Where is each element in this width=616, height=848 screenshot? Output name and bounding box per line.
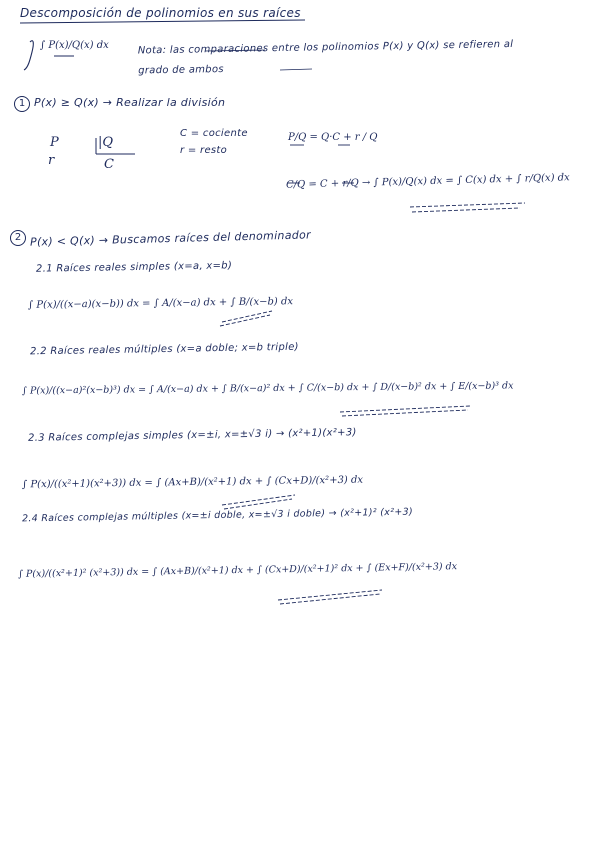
section2-heading: P(x) < Q(x) → Buscamos raíces del denominador <box>29 228 312 249</box>
division-dividend: P <box>50 135 59 150</box>
section1-identity: P/Q = Q·C + r / Q <box>288 132 378 143</box>
sub1-formula: ∫ P(x)/((x−a)(x−b)) dx = ∫ A/(x−a) dx + ∫ B/(x−b) dx <box>27 296 294 311</box>
sub1-label: 2.1 Raíces reales simples (x=a, x=b) <box>35 260 233 275</box>
legend-resto: r = resto <box>180 145 228 156</box>
sub4-label: 2.4 Raíces complejas múltiples (x=±i doble, x=±√3 i doble) → (x²+1)² (x²+3) <box>21 506 414 525</box>
page-title: Descomposición de polinomios en sus raíces <box>20 6 301 20</box>
division-quotient: C <box>104 157 114 172</box>
division-remainder: r <box>48 153 55 168</box>
sub4-formula: ∫ P(x)/((x²+1)² (x²+3)) dx = ∫ (Ax+B)/(x²+1) dx + ∫ (Cx+D)/(x²+1)² dx + ∫ (Ex+F)/(x²+3) dx <box>17 561 458 580</box>
section2-number: 2 <box>10 230 26 246</box>
sub3-formula: ∫ P(x)/((x²+1)(x²+3)) dx = ∫ (Ax+B)/(x²+1) dx + ∫ (Cx+D)/(x²+3) dx <box>21 474 364 491</box>
sub2-formula: ∫ P(x)/((x−a)²(x−b)³) dx = ∫ A/(x−a) dx + ∫ B/(x−a)² dx + ∫ C/(x−b) dx + ∫ D/(x−b)² dx + ∫ E/(x−b)³ dx <box>21 380 514 397</box>
section1-number: 1 <box>14 96 30 112</box>
sub3-label: 2.3 Raíces complejas simples (x=±i, x=±√3 i) → (x²+1)(x²+3) <box>27 427 357 444</box>
nota-text: Nota: las comparaciones entre los polinomios P(x) y Q(x) se refieren al grado de ambos <box>137 38 514 77</box>
section1-result: C/Q = C + r/Q → ∫ P(x)/Q(x) dx = ∫ C(x) dx + ∫ r/Q(x) dx <box>285 172 570 191</box>
section1-heading: P(x) ≥ Q(x) → Realizar la división <box>34 96 226 109</box>
legend-cociente: C = cociente <box>180 128 248 139</box>
sub2-label: 2.2 Raíces reales múltiples (x=a doble; x=b triple) <box>29 341 299 358</box>
intro-integral: ∫ P(x)/Q(x) dx <box>40 40 109 51</box>
division-divisor: |Q <box>98 135 114 150</box>
